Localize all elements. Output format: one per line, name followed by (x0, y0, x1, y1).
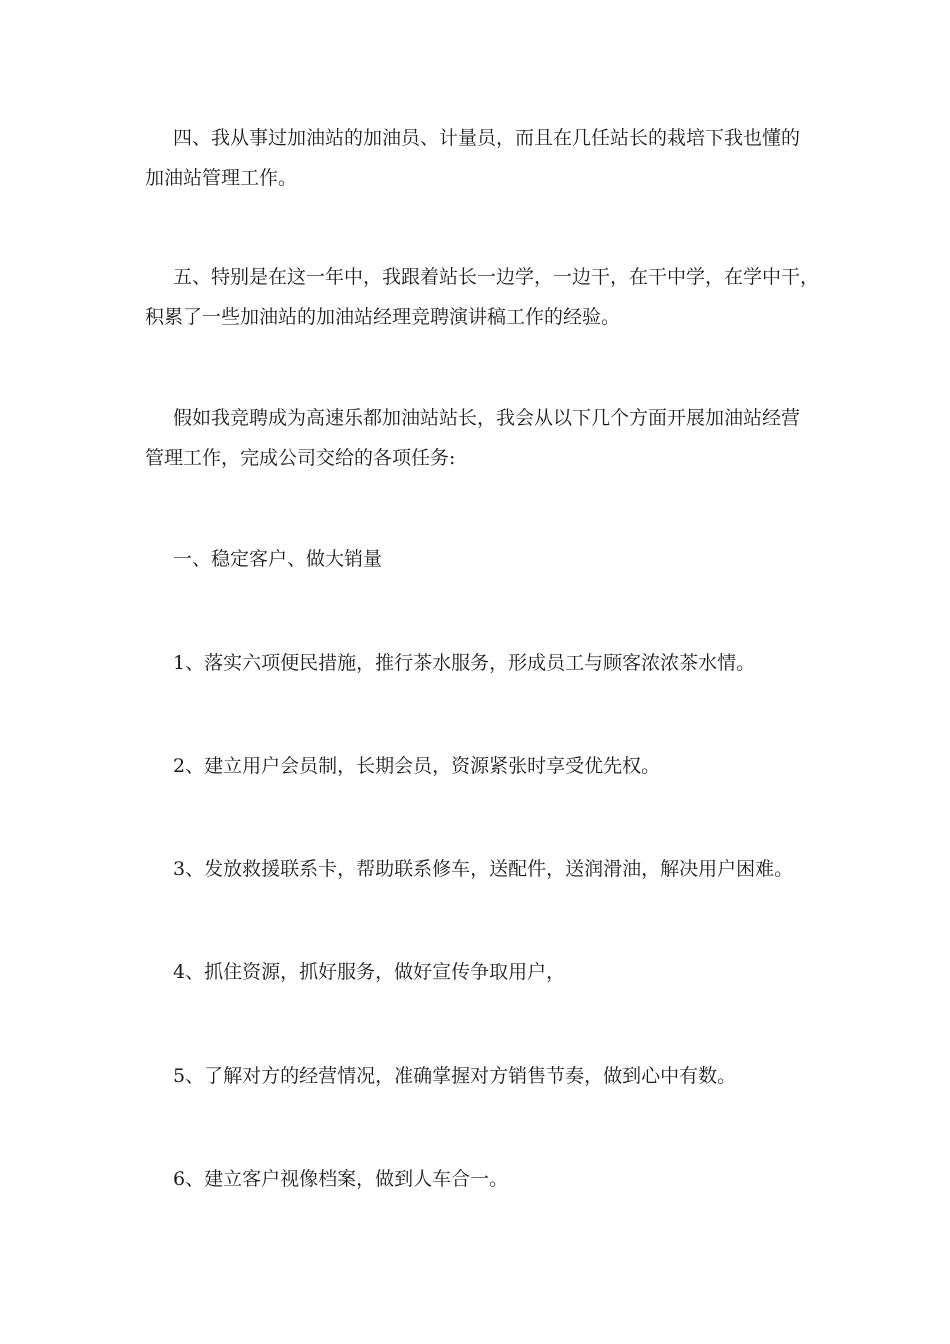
paragraph-four (145, 118, 825, 198)
paragraph-five (145, 257, 825, 337)
paragraph-line: 管理工作，完成公司交给的各项任务: (145, 447, 456, 469)
paragraph-line: 假如我竞聘成为高速乐都加油站站长，我会从以下几个方面开展加油站经营 (173, 407, 801, 429)
paragraph-line: 积累了一些加油站的加油站经理竞聘演讲稿工作的经验。 (145, 306, 621, 328)
list-item: 4、抓住资源，抓好服务，做好宣传争取用户， (173, 961, 566, 983)
list-item: 5、了解对方的经营情况，准确掌握对方销售节奏，做到心中有数。 (173, 1065, 737, 1087)
section-heading: 一、稳定客户、做大销量 (173, 548, 383, 570)
list-item: 2、建立用户会员制，长期会员，资源紧张时享受优先权。 (173, 755, 661, 777)
list-item: 6、建立客户视像档案，做到人车合一。 (173, 1168, 509, 1190)
list-item: 3、发放救援联系卡，帮助联系修车，送配件，送润滑油，解决用户困难。 (173, 858, 794, 880)
paragraph-line: 加油站管理工作。 (145, 167, 298, 189)
paragraph-plan (145, 398, 825, 478)
paragraph-line: 四、我从事过加油站的加油员、计量员，而且在几任站长的栽培下我也懂的 (173, 127, 801, 149)
paragraph-line: 五、特别是在这一年中，我跟着站长一边学，一边干，在干中学，在学中干， (173, 266, 820, 288)
list-item: 1、落实六项便民措施，推行茶水服务，形成员工与顾客浓浓茶水情。 (173, 652, 756, 674)
